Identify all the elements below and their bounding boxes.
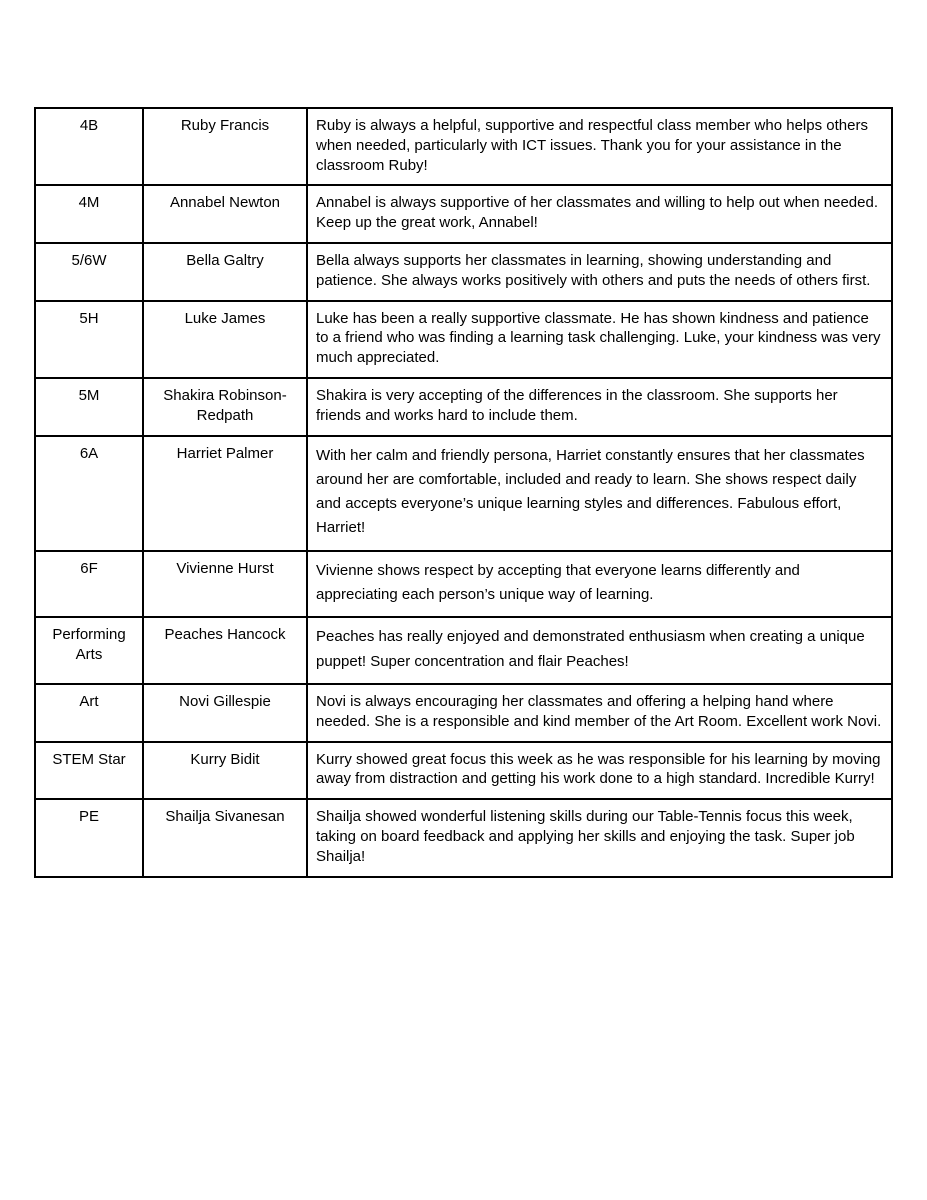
student-name-cell: Bella Galtry [143, 243, 307, 301]
table-row [35, 551, 892, 618]
table-row [35, 185, 892, 243]
table-row [35, 436, 892, 551]
table-row [35, 243, 892, 301]
student-name-cell: Novi Gillespie [143, 684, 307, 742]
comment-cell: Ruby is always a helpful, supportive and respectful class member who helps others when needed, particularly with ICT issues. Thank you for your assistance in the classroom Ruby! [307, 108, 892, 185]
student-name-cell: Annabel Newton [143, 185, 307, 243]
class-cell: 6A [35, 436, 143, 551]
awards-table-body [35, 108, 892, 877]
table-row [35, 742, 892, 800]
table-row [35, 684, 892, 742]
student-name-cell: Kurry Bidit [143, 742, 307, 800]
student-name-cell: Harriet Palmer [143, 436, 307, 551]
comment-cell: Vivienne shows respect by accepting that everyone learns differently and appreciating each person’s unique way of learning. [307, 551, 892, 618]
comment-cell: Peaches has really enjoyed and demonstrated enthusiasm when creating a unique puppet! Super concentration and flair Peaches! [307, 617, 892, 684]
class-cell: 5M [35, 378, 143, 436]
class-cell: 4B [35, 108, 143, 185]
table-row [35, 301, 892, 378]
student-name-cell: Luke James [143, 301, 307, 378]
comment-cell: Shailja showed wonderful listening skills during our Table-Tennis focus this week, taking on board feedback and applying her skills and enjoying the task. Super job Shailja! [307, 799, 892, 876]
class-cell: PE [35, 799, 143, 876]
class-cell: 4M [35, 185, 143, 243]
comment-cell: With her calm and friendly persona, Harriet constantly ensures that her classmates around her are comfortable, included and ready to learn. She shows respect daily and accepts everyone’s unique learning styles and differences. Fabulous effort, Harriet! [307, 436, 892, 551]
comment-cell: Novi is always encouraging her classmates and offering a helping hand where needed. She is a responsible and kind member of the Art Room. Excellent work Novi. [307, 684, 892, 742]
student-name-cell: Peaches Hancock [143, 617, 307, 684]
class-cell: Art [35, 684, 143, 742]
comment-cell: Shakira is very accepting of the differences in the classroom. She supports her friends and works hard to include them. [307, 378, 892, 436]
student-name-cell: Shakira Robinson-Redpath [143, 378, 307, 436]
student-awards-table [34, 107, 893, 878]
comment-cell: Bella always supports her classmates in learning, showing understanding and patience. She always works positively with others and puts the needs of others first. [307, 243, 892, 301]
table-row [35, 378, 892, 436]
student-name-cell: Ruby Francis [143, 108, 307, 185]
table-row [35, 617, 892, 684]
student-name-cell: Shailja Sivanesan [143, 799, 307, 876]
class-cell: Performing Arts [35, 617, 143, 684]
class-cell: STEM Star [35, 742, 143, 800]
comment-cell: Annabel is always supportive of her classmates and willing to help out when needed. Keep up the great work, Annabel! [307, 185, 892, 243]
class-cell: 5H [35, 301, 143, 378]
comment-cell: Kurry showed great focus this week as he was responsible for his learning by moving away from distraction and getting his work done to a high standard. Incredible Kurry! [307, 742, 892, 800]
class-cell: 6F [35, 551, 143, 618]
table-row [35, 799, 892, 876]
student-name-cell: Vivienne Hurst [143, 551, 307, 618]
class-cell: 5/6W [35, 243, 143, 301]
comment-cell: Luke has been a really supportive classmate. He has shown kindness and patience to a friend who was finding a learning task challenging. Luke, your kindness was very much appreciated. [307, 301, 892, 378]
table-row [35, 108, 892, 185]
